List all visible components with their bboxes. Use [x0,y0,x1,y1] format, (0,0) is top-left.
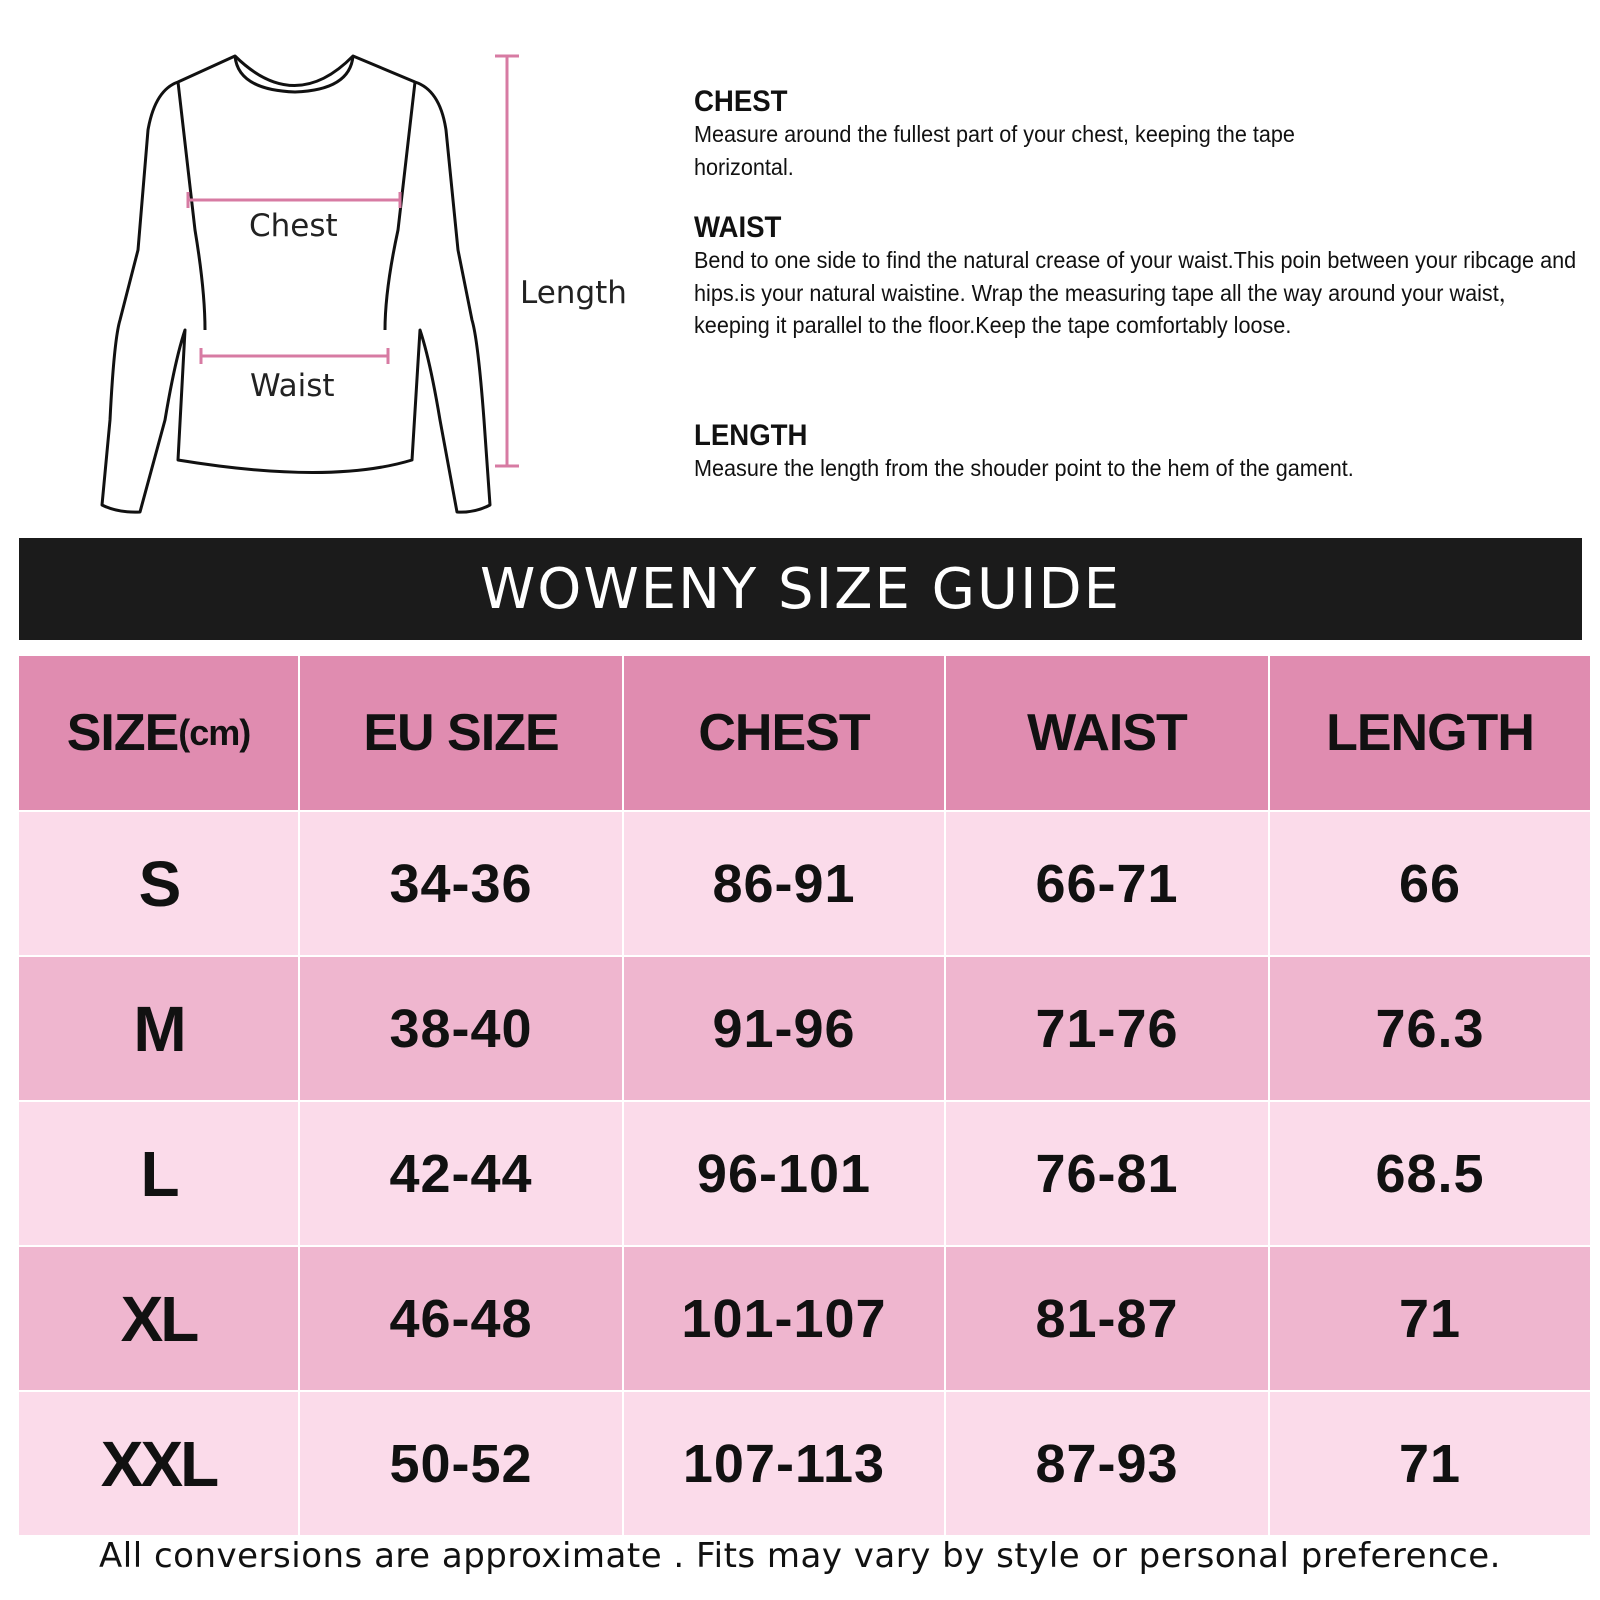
size-table [19,656,1582,1535]
cell-length: 66 [1270,812,1590,955]
cell-eu-size: 46-48 [300,1247,622,1390]
cell-length: 71 [1270,1247,1590,1390]
chest-text: Measure around the fullest part of your chest, keeping the tape horizontal. [694,121,1295,180]
header-eu-size: EU SIZE [300,656,622,810]
chest-label: Chest [249,208,338,244]
length-measure-line [495,56,519,466]
cell-size: M [19,957,298,1100]
cell-size: L [19,1102,298,1245]
header-size: SIZE (cm) [19,656,298,810]
chest-instruction [694,86,1334,183]
cell-size: XXL [19,1392,298,1535]
cell-size: XL [19,1247,298,1390]
cell-eu-size: 38-40 [300,957,622,1100]
length-instruction [694,420,1584,485]
cell-eu-size: 50-52 [300,1392,622,1535]
cell-eu-size: 34-36 [300,812,622,955]
header-length: LENGTH [1270,656,1590,810]
cell-chest: 86-91 [624,812,944,955]
cell-waist: 66-71 [946,812,1268,955]
waist-title: WAIST [694,211,782,244]
waist-label: Waist [250,368,335,404]
cell-chest: 101-107 [624,1247,944,1390]
shirt-diagram [0,0,700,530]
chest-measure-line [188,192,400,208]
waist-measure-line [201,348,388,364]
cell-waist: 81-87 [946,1247,1268,1390]
cell-length: 68.5 [1270,1102,1590,1245]
length-label: Length [520,275,627,311]
cell-length: 71 [1270,1392,1590,1535]
header-chest: CHEST [624,656,944,810]
cell-size: S [19,812,298,955]
length-text: Measure the length from the shouder point to the hem of the gament. [694,455,1354,481]
shirt-outline [102,56,490,512]
size-guide-banner: WOWENY SIZE GUIDE [19,538,1582,640]
cell-chest: 107-113 [624,1392,944,1535]
chest-title: CHEST [694,85,788,118]
footer-note: All conversions are approximate . Fits may vary by style or personal preference. [99,1536,1501,1576]
waist-instruction [694,212,1584,342]
cell-waist: 87-93 [946,1392,1268,1535]
cell-waist: 76-81 [946,1102,1268,1245]
cell-length: 76.3 [1270,957,1590,1100]
cell-chest: 91-96 [624,957,944,1100]
length-title: LENGTH [694,419,808,452]
header-waist: WAIST [946,656,1268,810]
cell-chest: 96-101 [624,1102,944,1245]
cell-waist: 71-76 [946,957,1268,1100]
waist-text: Bend to one side to find the natural crease of your waist.This poin between your ribcage and hips.is your natural waistine. Wrap the measuring tape all the way around your waist， keeping it parallel to the floor.Keep the tape comfortably loose. [694,247,1577,338]
cell-eu-size: 42-44 [300,1102,622,1245]
